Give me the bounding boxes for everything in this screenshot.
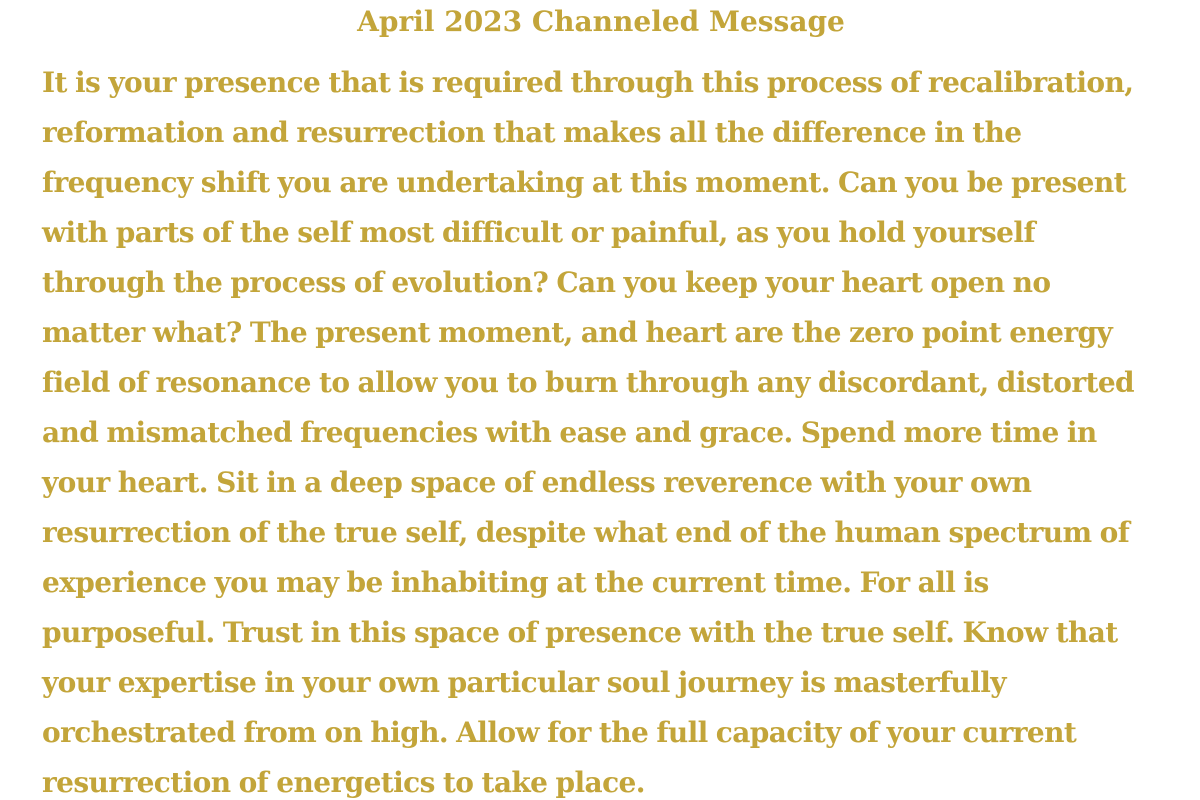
channeled-message-body: It is your presence that is required through this process of recalibration, reformation and resurrection that makes all the difference in the frequency shift you are undertaking at this moment. Can you be present with parts of the self most difficult or painful, as you hold yourself through the process of evolution? Can you keep your heart open no matter what? The present moment, and heart are the zero point energy field of resonance to allow you to burn through any discordant, distorted and mismatched frequencies with ease and grace. Spend more time in your heart. Sit in a deep space of endless reverence with your own resurrection of the true self, despite what end of the human spectrum of experience you may be inhabiting at the current time. For all is purposeful. Trust in this space of presence with the true self. Know that your expertise in your own particular soul journey is masterfully orchestrated from on high. Allow for the full capacity of your current resurrection of energetics to take place. <box>42 66 1135 799</box>
page-title: April 2023 Channeled Message <box>357 5 845 38</box>
